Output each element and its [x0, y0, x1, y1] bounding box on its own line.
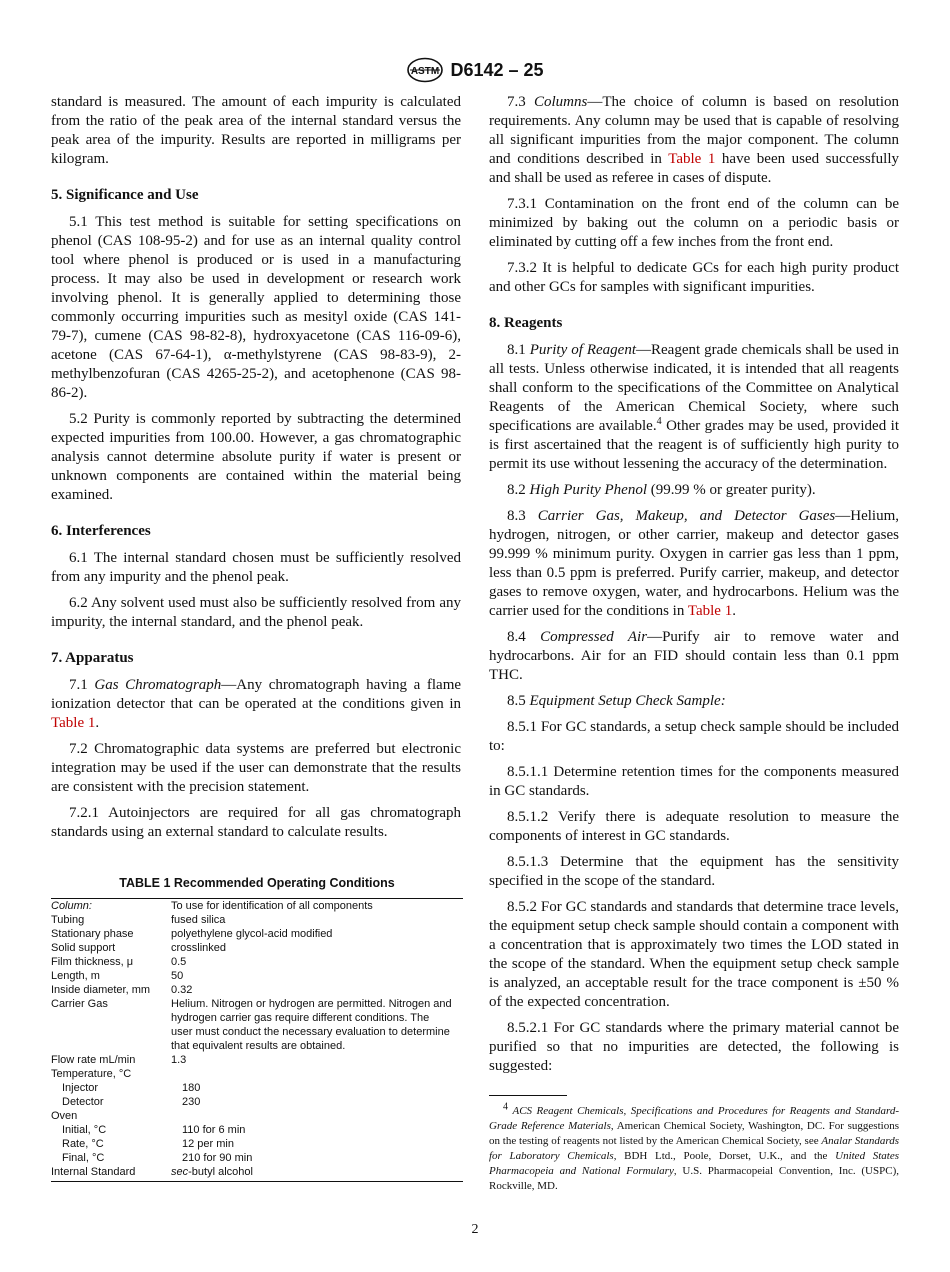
- table-row: Oven: [51, 1110, 78, 1122]
- page-header: [0, 57, 950, 88]
- paragraph-8-5-1: 8.5.1 For GC standards, a setup check sample should be included to:: [489, 719, 899, 754]
- paragraph-8-5-2: 8.5.2 For GC standards and standards that determine trace levels, the equipment setup check sample should contain a component with a concentration that is approximately two times the LOD stated in the scope of the standard. When the equipment setup check sample is analyzed, an acceptable result for the trace component is ±50 % of the expected concentration.: [489, 899, 899, 1010]
- table-1-link[interactable]: Table 1: [51, 715, 96, 731]
- paragraph-5-1: 5.1 This test method is suitable for setting specifications on phenol (CAS 108-95-2) and for use as an internal quality control tool where phenol is produced or is used in a manufacturing process. It may also be used in development or research work involving phenol. It is generally applied to determining those commonly occurring impurities such as mesityl oxide (CAS 141-79-7), cumene (CAS 98-82-8), hydroxyacetone (CAS 116-09-6), acetone (CAS 67-64-1), α-methylstyrene (CAS 98-83-9), 2-methylbenzofuran (CAS 4265-25-2), and acetophenone (CAS 98-86-2).: [51, 214, 461, 401]
- paragraph-8-5-1-3: 8.5.1.3 Determine that the equipment has the sensitivity specified in the scope of the standard.: [489, 854, 899, 889]
- right-column: [489, 93, 899, 1083]
- paragraph-7-3-1: 7.3.1 Contamination on the front end of the column can be minimized by baking out the column on a periodic basis or eliminated by cutting off a few inches from the front end.: [489, 196, 899, 250]
- table-1-title: TABLE 1 Recommended Operating Conditions: [119, 876, 395, 890]
- table-row: Tubing fused silica: [51, 914, 226, 926]
- paragraph-8-2: 8.2 High Purity Phenol (99.99 % or greater purity).: [507, 482, 816, 498]
- paragraph-7-3-2: 7.3.2 It is helpful to dedicate GCs for each high purity product and other GCs for samples with significant impurities.: [489, 260, 899, 295]
- paragraph-7-2: 7.2 Chromatographic data systems are preferred but electronic integration may be used if the user can demonstrate that the results are consistent with the precision statement.: [51, 741, 461, 795]
- paragraph-8-3: 8.3 Carrier Gas, Makeup, and Detector Gases—Helium, hydrogen, nitrogen, or other carrier, makeup and detector gases 99.999 % minimum purity. Oxygen in carrier gas less than 1 ppm, less than 0.5 ppm is preferred. Purify carrier, makeup, and detector gases to remove oxygen, water, and hydrocarbons. Helium was the carrier used for the conditions in Table 1.: [489, 508, 900, 619]
- table-row: Injector 180: [62, 1082, 201, 1094]
- footnote-4: $^4$ ACS Reagent Chemicals, Specifications and Procedures for Reagents and Standard-Grade Reference Materials, American Chemical Society, Washington, DC. For suggestions on the testing of reagents not listed by the American Chemical Society, see Analar Standards for Laboratory Chemicals, BDH Ltd., Poole, Dorset, U.K., and the United States Pharmacopeia and National Formulary, U.S. Pharmacopeial Convention, Inc. (USPC), Rockville, MD.: [489, 1101, 900, 1192]
- table-row: Temperature, °C: [51, 1068, 132, 1080]
- table-row: Solid support crosslinked: [51, 942, 227, 954]
- table-row: Inside diameter, mm 0.32: [51, 984, 193, 996]
- table-row: Length, m 50: [51, 970, 184, 982]
- footnote-ref[interactable]: 4: [656, 416, 662, 427]
- page-number: 2: [471, 1222, 479, 1237]
- table-bottom-rule: [51, 1181, 463, 1182]
- paragraph-8-5-2-1: 8.5.2.1 For GC standards where the primary material cannot be purified so that no impurities are detected, the following is suggested:: [489, 1020, 899, 1074]
- table-row: Initial, °C 110 for 6 min: [62, 1124, 246, 1136]
- table-row: Detector 230: [62, 1096, 201, 1108]
- paragraph-7-2-1: 7.2.1 Autoinjectors are required for all gas chromatograph standards using an external standard to calculate results.: [51, 805, 461, 840]
- paragraph-8-5-1-1: 8.5.1.1 Determine retention times for the components measured in GC standards.: [489, 764, 899, 799]
- table-row: Flow rate mL/min 1.3: [51, 1054, 187, 1066]
- table-1: [51, 876, 463, 1182]
- table-1-link[interactable]: Table 1: [687, 603, 733, 619]
- paragraph-5-2: 5.2 Purity is commonly reported by subtracting the determined expected impurities from 100.00. However, a gas chromatographic analysis cannot determine absolute purity if water is present or unknown components are contained within the material being examined.: [51, 411, 461, 503]
- intro-paragraph: standard is measured. The amount of each impurity is calculated from the ratio of the peak area of the internal standard versus the peak area of the impurity. Results are reported in milligrams per kilogram.: [51, 94, 461, 167]
- paragraph-6-1: 6.1 The internal standard chosen must be sufficiently resolved from any impurity and the phenol peak.: [51, 550, 461, 585]
- paragraph-8-5-1-2: 8.5.1.2 Verify there is adequate resolution to measure the components of interest in GC standards.: [489, 809, 899, 844]
- paragraph-6-2: 6.2 Any solvent used must also be sufficiently resolved from any impurity, the internal standard, and the phenol peak.: [51, 595, 461, 630]
- astm-logo-text: ASTM: [411, 66, 440, 77]
- table-row: Internal Standard sec-butyl alcohol: [51, 1166, 253, 1178]
- section-8-heading: 8. Reagents: [489, 315, 563, 331]
- table-row: Film thickness, μ 0.5: [51, 956, 187, 968]
- paragraph-8-5: 8.5 Equipment Setup Check Sample:: [507, 693, 726, 709]
- table-row: Carrier Gas Helium. Nitrogen or hydrogen are permitted. Nitrogen and hydrogen carrier gas require different conditions. The user must conduct the necessary evaluation to determine that equivalent results are obtained.: [51, 998, 452, 1052]
- section-6-heading: 6. Interferences: [51, 523, 151, 539]
- paragraph-7-1: 7.1 Gas Chromatograph—Any chromatograph having a flame ionization detector that can be operated at the conditions given in Table 1.: [51, 677, 462, 731]
- paragraph-7-3: 7.3 Columns—The choice of column is based on resolution requirements. Any column may be used that is capable of resolving all significant impurities from the major component. The column and conditions described in Table 1 have been used successfully and shall be used as referee in cases of dispute.: [489, 94, 899, 186]
- section-5-heading: 5. Significance and Use: [51, 187, 199, 203]
- document-id: D6142 – 25: [450, 59, 544, 80]
- section-7-heading: 7. Apparatus: [51, 650, 134, 666]
- table-row: Final, °C 210 for 90 min: [62, 1152, 253, 1164]
- table-1-link[interactable]: Table 1: [668, 151, 716, 167]
- astm-logo-icon: [406, 57, 444, 83]
- paragraph-8-1: 8.1 Purity of Reagent—Reagent grade chemicals shall be used in all tests. Unless otherwise indicated, it is intended that all reagents shall conform to the specifications of the Committee on Analytical Reagents of the American Chemical Society, where such specifications are available.$^4$ Other grades may be used, provided it is first ascertained that the reagent is of sufficiently high purity to permit its use without lessening the accuracy of the determination.: [489, 342, 900, 472]
- table-row: Column: To use for identification of all components: [51, 900, 373, 912]
- left-column: [51, 93, 461, 849]
- paragraph-8-4: 8.4 Compressed Air—Purify air to remove water and hydrocarbons. Air for an FID should contain less than 0.1 ppm THC.: [489, 629, 899, 683]
- table-row: Rate, °C 12 per min: [62, 1138, 234, 1150]
- footnote-divider: [489, 1095, 567, 1096]
- table-row: Stationary phase polyethylene glycol-acid modified: [51, 928, 333, 940]
